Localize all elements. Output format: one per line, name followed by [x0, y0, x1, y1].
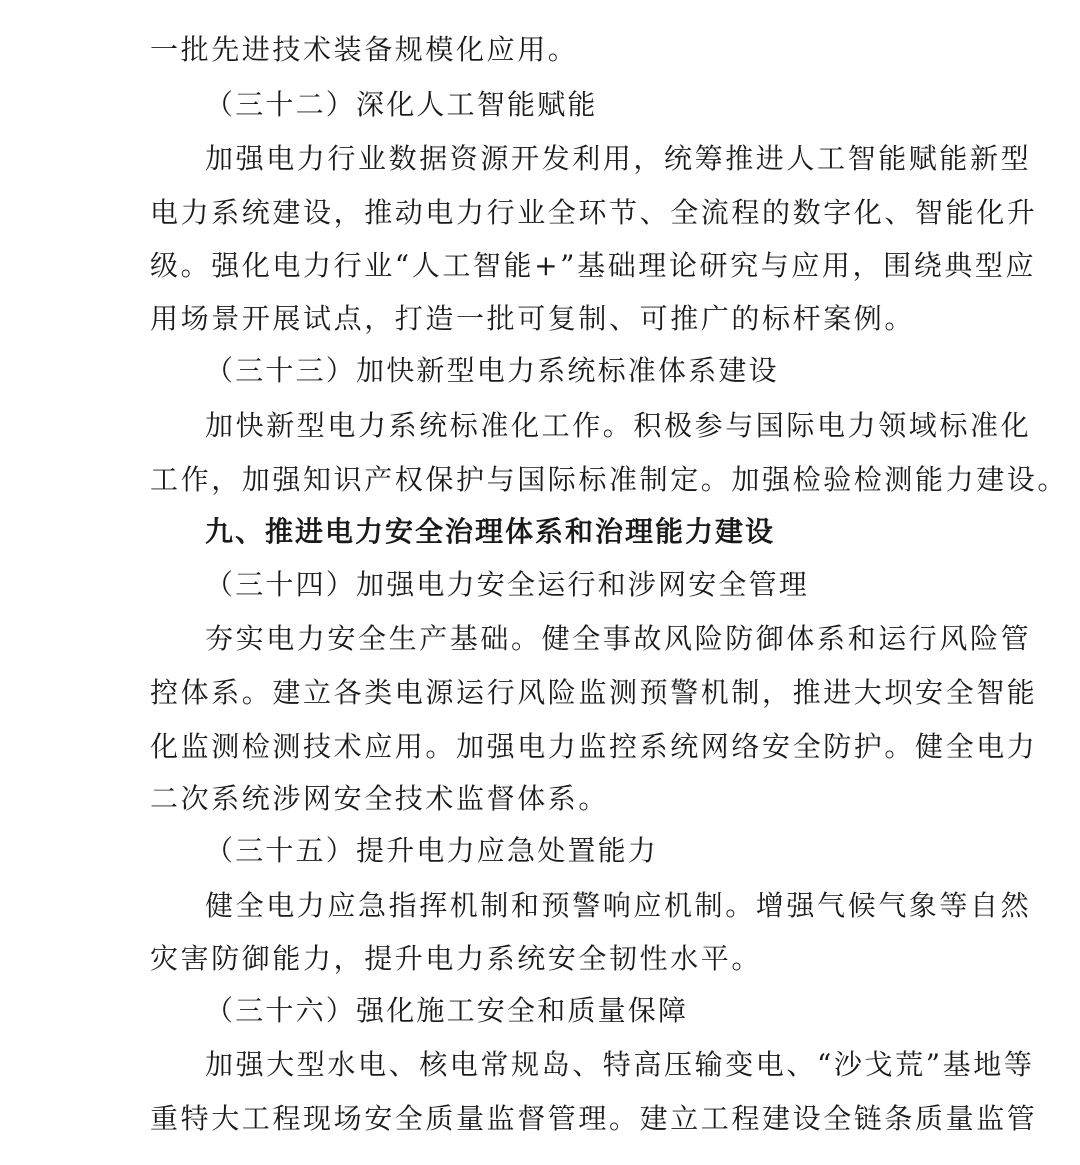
body-line: 用场景开展试点，打造一批可复制、可推广的标杆案例。: [150, 302, 916, 335]
body-line: 控体系。建立各类电源运行风险监测预警机制，推进大坝安全智能: [150, 676, 1038, 709]
body-line: 化监测检测技术应用。加强电力监控系统网络安全防护。健全电力: [150, 730, 1038, 763]
body-line: 灾害防御能力，提升电力系统安全韧性水平。: [150, 942, 763, 975]
subheading-33: （三十三）加快新型电力系统标准体系建设: [205, 354, 779, 387]
body-line: 级。强化电力行业“人工智能+”基础理论研究与应用，围绕典型应: [150, 249, 1037, 282]
body-line: 夯实电力安全生产基础。健全事故风险防御体系和运行风险管: [205, 622, 1032, 655]
section-heading-9: 九、推进电力安全治理体系和治理能力建设: [205, 515, 776, 548]
body-line: 一批先进技术装备规模化应用。: [150, 33, 579, 66]
subheading-36: （三十六）强化施工安全和质量保障: [205, 994, 689, 1027]
body-line: 工作，加强知识产权保护与国际标准制定。加强检验检测能力建设。: [150, 463, 1069, 496]
body-line: 加快新型电力系统标准化工作。积极参与国际电力领域标准化: [205, 409, 1032, 442]
subheading-34: （三十四）加强电力安全运行和涉网安全管理: [205, 568, 810, 601]
subheading-35: （三十五）提升电力应急处置能力: [205, 834, 659, 867]
body-line: 电力系统建设，推动电力行业全环节、全流程的数字化、智能化升: [150, 196, 1038, 229]
body-line: 二次系统涉网安全技术监督体系。: [150, 782, 610, 815]
body-line: 加强电力行业数据资源开发利用，统筹推进人工智能赋能新型: [205, 142, 1032, 175]
subheading-32: （三十二）深化人工智能赋能: [205, 88, 598, 121]
body-line: 重特大工程现场安全质量监督管理。建立工程建设全链条质量监管: [150, 1102, 1038, 1135]
body-line: 加强大型水电、核电常规岛、特高压输变电、“沙戈荒”基地等: [205, 1048, 1035, 1081]
body-line: 健全电力应急指挥机制和预警响应机制。增强气候气象等自然: [205, 889, 1032, 922]
